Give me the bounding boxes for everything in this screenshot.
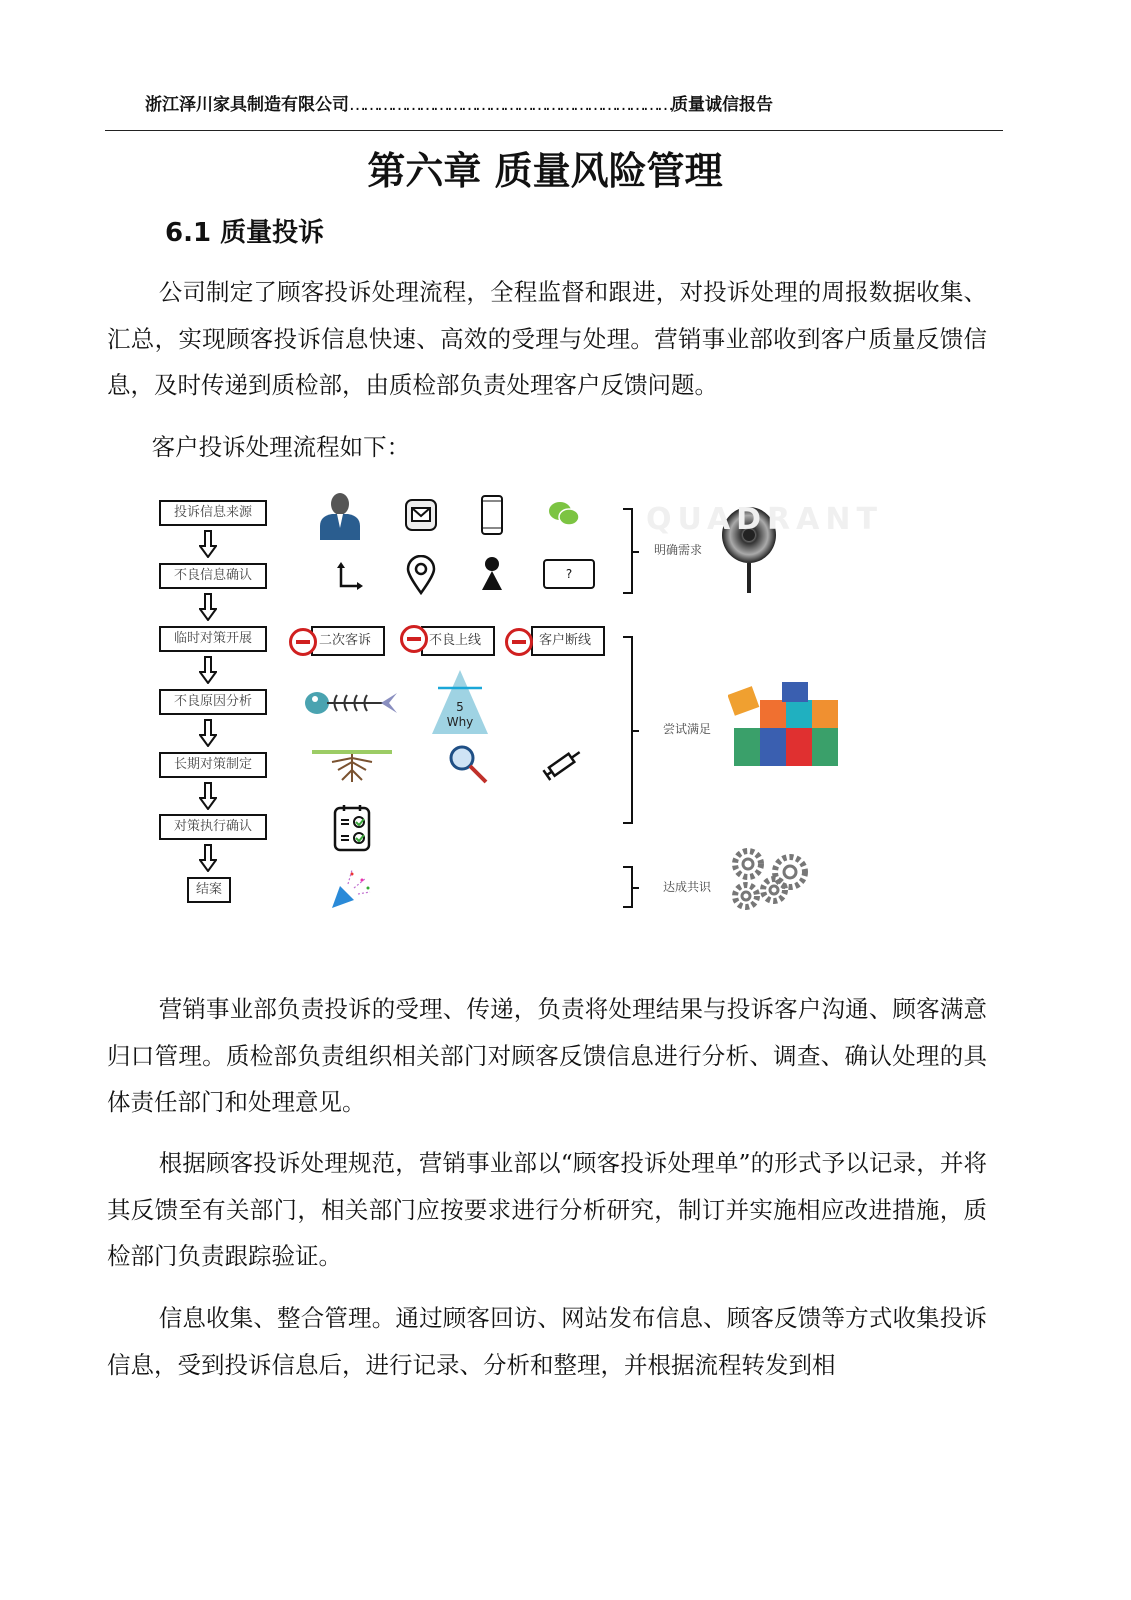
mobile-phone-icon bbox=[480, 494, 504, 536]
minus-circle-icon bbox=[505, 628, 533, 656]
magnifier-icon bbox=[448, 744, 490, 786]
header-dots: …………………………………………………………… bbox=[349, 95, 671, 115]
question-box: ? bbox=[543, 559, 595, 589]
root-icon bbox=[312, 748, 392, 786]
bracket bbox=[623, 636, 633, 824]
tag-repeat-complaint: 二次客诉 bbox=[311, 626, 385, 656]
five-why-label: 5 Why bbox=[446, 700, 474, 729]
page-header bbox=[145, 90, 773, 115]
section-title: 6.1 质量投诉 bbox=[165, 218, 325, 248]
paragraph-2: 客户投诉处理流程如下： bbox=[151, 433, 411, 461]
down-arrow-icon bbox=[199, 530, 217, 558]
paragraph-1: 公司制定了顾客投诉处理流程，全程监督和跟进，对投诉处理的周报数据收集、汇总，实现顾客投诉信息快速、高效的受理与处理。营销事业部收到客户质量反馈信息，及时传递到质检部，由质检部负责处理客户反馈问题。 bbox=[107, 278, 987, 399]
down-arrow-icon bbox=[199, 656, 217, 684]
paragraph-5: 信息收集、整合管理。通过顾客回访、网站发布信息、顾客反馈等方式收集投诉信息，受到投诉信息后，进行记录、分析和整理，并根据流程转发到相 bbox=[107, 1304, 987, 1379]
syringe-icon bbox=[540, 745, 586, 785]
flow-step: 不良信息确认 bbox=[159, 563, 267, 589]
customer-person-icon bbox=[318, 492, 362, 540]
gears-icon bbox=[728, 846, 816, 912]
watermark-text: QUADRANT bbox=[646, 502, 883, 537]
header-company: 浙江泽川家具制造有限公司 bbox=[145, 95, 349, 115]
fishbone-icon bbox=[303, 688, 399, 718]
bracket bbox=[623, 866, 633, 908]
minus-circle-icon bbox=[400, 625, 428, 653]
down-arrow-icon bbox=[199, 593, 217, 621]
header-report: 质量诚信报告 bbox=[671, 95, 773, 115]
down-arrow-icon bbox=[199, 782, 217, 810]
minus-circle-icon bbox=[289, 628, 317, 656]
checklist-icon bbox=[332, 803, 372, 853]
paragraph-3: 营销事业部负责投诉的受理、传递，负责将处理结果与投诉客户沟通、顾客满意归口管理。质检部负责组织相关部门对顾客反馈信息进行分析、调查、确认处理的具体责任部门和处理意见。 bbox=[107, 995, 987, 1116]
bracket bbox=[623, 508, 633, 594]
flow-step: 长期对策制定 bbox=[159, 752, 267, 778]
header-divider bbox=[105, 130, 1003, 131]
group-label: 达成共识 bbox=[663, 880, 712, 894]
flow-step: 临时对策开展 bbox=[159, 626, 267, 652]
flow-step: 投诉信息来源 bbox=[159, 500, 267, 526]
tag-customer-cutoff: 客户断线 bbox=[531, 626, 605, 656]
puzzle-team-icon bbox=[728, 680, 840, 768]
location-pin-icon bbox=[405, 555, 437, 595]
wechat-icon bbox=[548, 500, 580, 528]
group-label: 尝试满足 bbox=[663, 722, 712, 736]
flow-step: 结案 bbox=[187, 877, 231, 903]
tag-defect-online: 不良上线 bbox=[421, 626, 495, 656]
flow-step: 不良原因分析 bbox=[159, 689, 267, 715]
flow-step: 对策执行确认 bbox=[159, 814, 267, 840]
down-arrow-icon bbox=[199, 844, 217, 872]
chapter-title: 第六章 质量风险管理 bbox=[367, 149, 723, 193]
party-popper-icon bbox=[330, 866, 374, 910]
person-silhouette-icon bbox=[480, 556, 504, 592]
paragraph-4: 根据顾客投诉处理规范，营销事业部以“顾客投诉处理单”的形式予以记录，并将其反馈至有关部门，相关部门应按要求进行分析研究，制订并实施相应改进措施，质检部门负责跟踪验证。 bbox=[107, 1149, 987, 1270]
down-arrow-icon bbox=[199, 719, 217, 747]
email-icon bbox=[404, 498, 438, 532]
group-label: 明确需求 bbox=[654, 543, 703, 557]
corner-arrow-icon bbox=[335, 560, 365, 590]
